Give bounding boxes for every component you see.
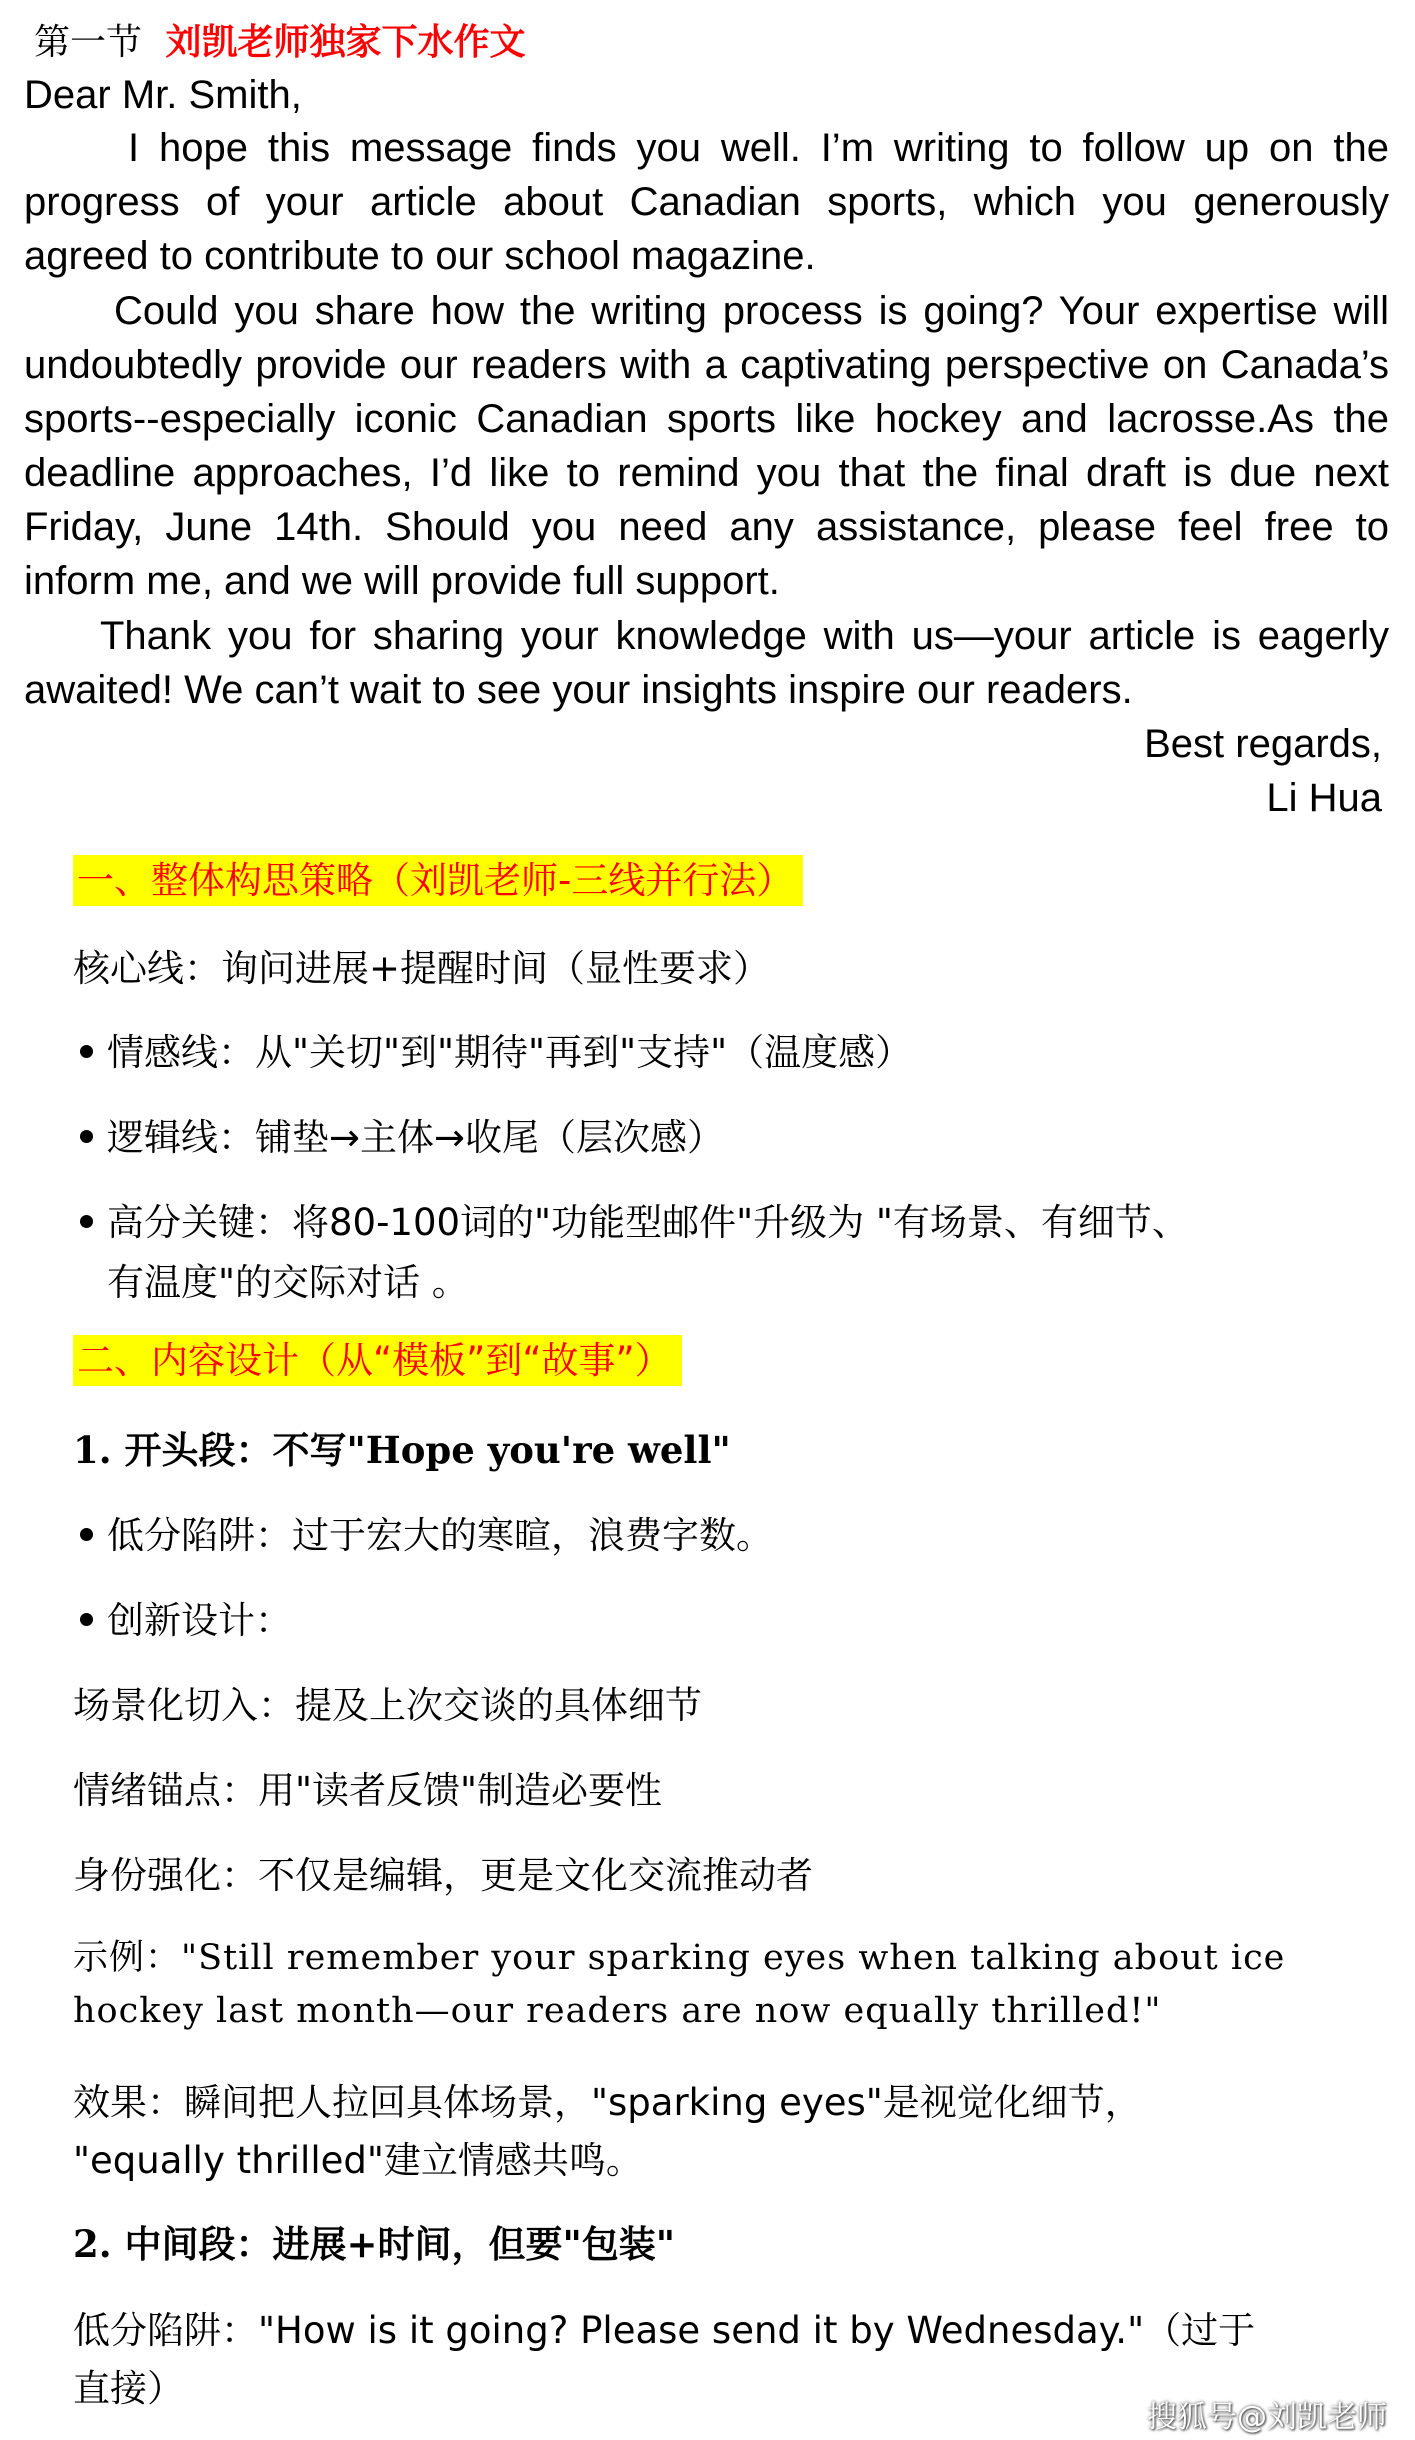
bullet-dot-icon bbox=[80, 1045, 93, 1058]
letter-line: Thank you for sharing your knowledge with us—your article is eagerly bbox=[100, 614, 1389, 658]
effect-line: "equally thrilled"建立情感共鸣。 bbox=[73, 2139, 643, 2182]
design-item: 场景化切入：提及上次交谈的具体细节 bbox=[73, 1684, 702, 1727]
bullet-dot-icon bbox=[80, 1528, 93, 1541]
section2-title bbox=[73, 1330, 682, 1384]
bullet-text: 高分关键：将80-100词的"功能型邮件"升级为 "有场景、有细节、 bbox=[107, 1201, 1189, 1244]
letter-signature: Li Hua bbox=[1266, 776, 1382, 820]
section2-title-text: 二、内容设计（从“模板”到“故事”） bbox=[73, 1335, 682, 1386]
letter-salutation: Dear Mr. Smith, bbox=[24, 73, 302, 117]
letter-closing: Best regards, bbox=[1144, 722, 1382, 766]
bullet-dot-icon bbox=[80, 1613, 93, 1626]
section1-bullet bbox=[80, 1192, 1189, 1246]
letter-line: Friday, June 14th. Should you need any assistance, please feel free to bbox=[24, 505, 1389, 549]
example-line bbox=[73, 1988, 1162, 2031]
design-item: 身份强化：不仅是编辑，更是文化交流推动者 bbox=[73, 1854, 813, 1897]
letter-line: Could you share how the writing process is going? Your expertise will bbox=[114, 289, 1389, 333]
section1-bullet bbox=[80, 1022, 912, 1076]
effect-line: 效果：瞬间把人拉回具体场景，"sparking eyes"是视觉化细节， bbox=[73, 2081, 1142, 2124]
trap2-line: 低分陷阱："How is it going? Please send it by Wednesday."（过于 bbox=[73, 2309, 1256, 2352]
para2-title: 2. 中间段：进展+时间，但要"包装" bbox=[73, 2222, 676, 2266]
example-text: hockey last month—our readers are now equally thrilled!" bbox=[73, 1991, 1162, 2031]
watermark: 搜狐号@刘凯老师 bbox=[1147, 2400, 1387, 2435]
section1-bullet-continuation: 有温度"的交际对话 。 bbox=[107, 1261, 469, 1304]
letter-line: progress of your article about Canadian sports, which you generously bbox=[24, 180, 1389, 224]
heading-prefix: 第一节 bbox=[34, 22, 143, 63]
section1-title-text: 一、整体构思策略（刘凯老师-三线并行法） bbox=[73, 855, 803, 906]
letter-line: undoubtedly provide our readers with a captivating perspective on Canada’s bbox=[24, 343, 1389, 387]
bullet-text: 情感线：从"关切"到"期待"再到"支持"（温度感） bbox=[107, 1031, 913, 1074]
bullet-text: 逻辑线：铺垫→主体→收尾（层次感） bbox=[107, 1116, 725, 1159]
design-item: 情绪锚点：用"读者反馈"制造必要性 bbox=[73, 1769, 663, 1812]
section1-bullet bbox=[80, 1107, 724, 1161]
document-heading bbox=[34, 14, 525, 65]
section1-title bbox=[73, 850, 803, 904]
letter-line: I hope this message finds you well. I’m writing to follow up on the bbox=[128, 126, 1389, 170]
section1-core-line: 核心线：询问进展+提醒时间（显性要求） bbox=[73, 947, 771, 990]
para1-title: 1. 开头段：不写"Hope you're well" bbox=[73, 1428, 731, 1472]
bullet-text: 创新设计： bbox=[107, 1599, 292, 1642]
example-text: 示例："Still remember your sparking eyes when talking about ice bbox=[73, 1938, 1286, 1978]
section2-bullet bbox=[80, 1505, 773, 1559]
bullet-dot-icon bbox=[80, 1130, 93, 1143]
bullet-dot-icon bbox=[80, 1215, 93, 1228]
example-line bbox=[73, 1930, 1285, 1980]
letter-line: agreed to contribute to our school magazine. bbox=[24, 234, 816, 278]
trap2-line: 直接） bbox=[73, 2367, 184, 2410]
heading-title: 刘凯老师独家下水作文 bbox=[165, 22, 526, 63]
bullet-text: 低分陷阱：过于宏大的寒暄，浪费字数。 bbox=[107, 1514, 773, 1557]
letter-line: sports--especially iconic Canadian sports like hockey and lacrosse.As the bbox=[24, 397, 1389, 441]
letter-line: deadline approaches, I’d like to remind you that the final draft is due next bbox=[24, 451, 1389, 495]
letter-line: awaited! We can’t wait to see your insights inspire our readers. bbox=[24, 668, 1133, 712]
letter-line: inform me, and we will provide full support. bbox=[24, 559, 780, 603]
section2-bullet bbox=[80, 1590, 292, 1644]
